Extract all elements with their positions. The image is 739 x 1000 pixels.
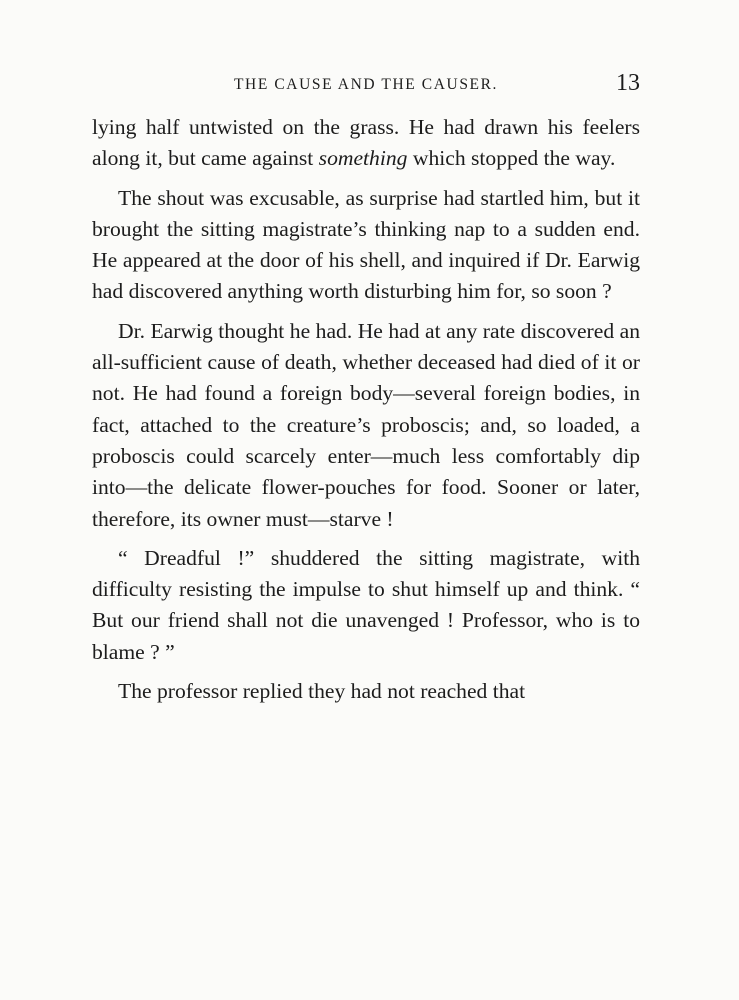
body-text	[92, 112, 640, 707]
paragraph-1-emphasis: something	[318, 146, 408, 171]
paragraph-3: Dr. Earwig thought he had. He had at any rate discovered an all-sufficient cause of death, whether deceased had died of it or not. He had found a foreign body—several foreign bodies, in fact, attached to the creature’s proboscis; and, so loaded, a proboscis could scarcely enter—much less comfortably dip into—the delicate flower-pouches for food. Sooner or later, therefore, its owner must—starve !	[92, 318, 640, 531]
paragraph-4: “ Dreadful !” shuddered the sitting magistrate, with difficulty resisting the impulse to shut himself up and think. “ But our friend shall not die unavenged ! Professor, who is to blame ? ”	[92, 545, 640, 664]
page-number: 13	[616, 70, 640, 96]
paragraph-2: The shout was excusable, as surprise had startled him, but it brought the sitting magistrate’s thinking nap to a sudden end. He appeared at the door of his shell, and inquired if Dr. Earwig had discovered anything worth disturbing him for, so soon ?	[92, 185, 640, 304]
paragraph-5: The professor replied they had not reached that	[118, 679, 526, 704]
running-head	[92, 70, 640, 100]
running-title: THE CAUSE AND THE CAUSER.	[233, 76, 499, 93]
paragraph-1	[92, 112, 640, 175]
paragraph-1-text-a: lying half untwisted on the grass. He had drawn his feelers along it, but came against	[92, 115, 640, 171]
paragraph-1-text-b: which stopped the way.	[407, 146, 616, 171]
